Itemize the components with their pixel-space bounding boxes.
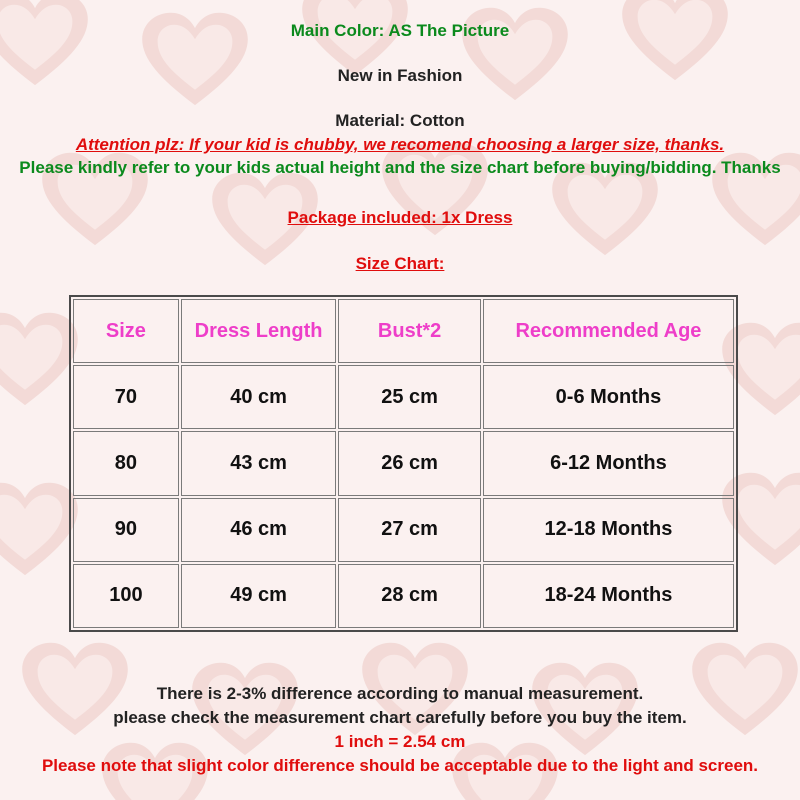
attention-text: Attention plz: If your kid is chubby, we recomend choosing a larger size, thanks. [75,135,725,154]
cell-dress-length: 43 cm [181,431,336,495]
table-row [73,564,734,628]
cell-size: 100 [73,564,179,628]
cell-dress-length: 40 cm [181,365,336,429]
main-color-text: Main Color: AS The Picture [290,21,510,40]
cell-recommended-age: 12-18 Months [483,498,734,562]
inch-conversion-text: 1 inch = 2.54 cm [334,732,466,751]
cell-bust: 26 cm [338,431,481,495]
measurement-difference-text: There is 2-3% difference according to manual measurement. [156,684,644,703]
header-cell-bust: Bust*2 [338,299,481,363]
table-header-row [73,299,734,363]
cell-size: 80 [73,431,179,495]
cell-recommended-age: 0-6 Months [483,365,734,429]
cell-bust: 25 cm [338,365,481,429]
cell-bust: 28 cm [338,564,481,628]
cell-dress-length: 49 cm [181,564,336,628]
package-included-text: Package included: 1x Dress [287,208,513,227]
cell-recommended-age: 6-12 Months [483,431,734,495]
size-chart-table [69,295,738,632]
cell-size: 70 [73,365,179,429]
cell-size: 90 [73,498,179,562]
cell-dress-length: 46 cm [181,498,336,562]
header-cell-dress-length: Dress Length [181,299,336,363]
cell-bust: 27 cm [338,498,481,562]
refer-size-chart-text: Please kindly refer to your kids actual height and the size chart before buying/bidding. Thanks [19,158,781,177]
cell-recommended-age: 18-24 Months [483,564,734,628]
color-difference-note: Please note that slight color difference should be acceptable due to the light and screen. [41,756,759,775]
header-cell-size: Size [73,299,179,363]
material-text: Material: Cotton [335,111,465,130]
table-row [73,498,734,562]
check-chart-text: please check the measurement chart carefully before you buy the item. [113,708,687,727]
table-row [73,365,734,429]
size-chart-title: Size Chart: [355,254,445,273]
table-row [73,431,734,495]
new-in-fashion-text: New in Fashion [337,66,463,85]
header-cell-recommended-age: Recommended Age [483,299,734,363]
